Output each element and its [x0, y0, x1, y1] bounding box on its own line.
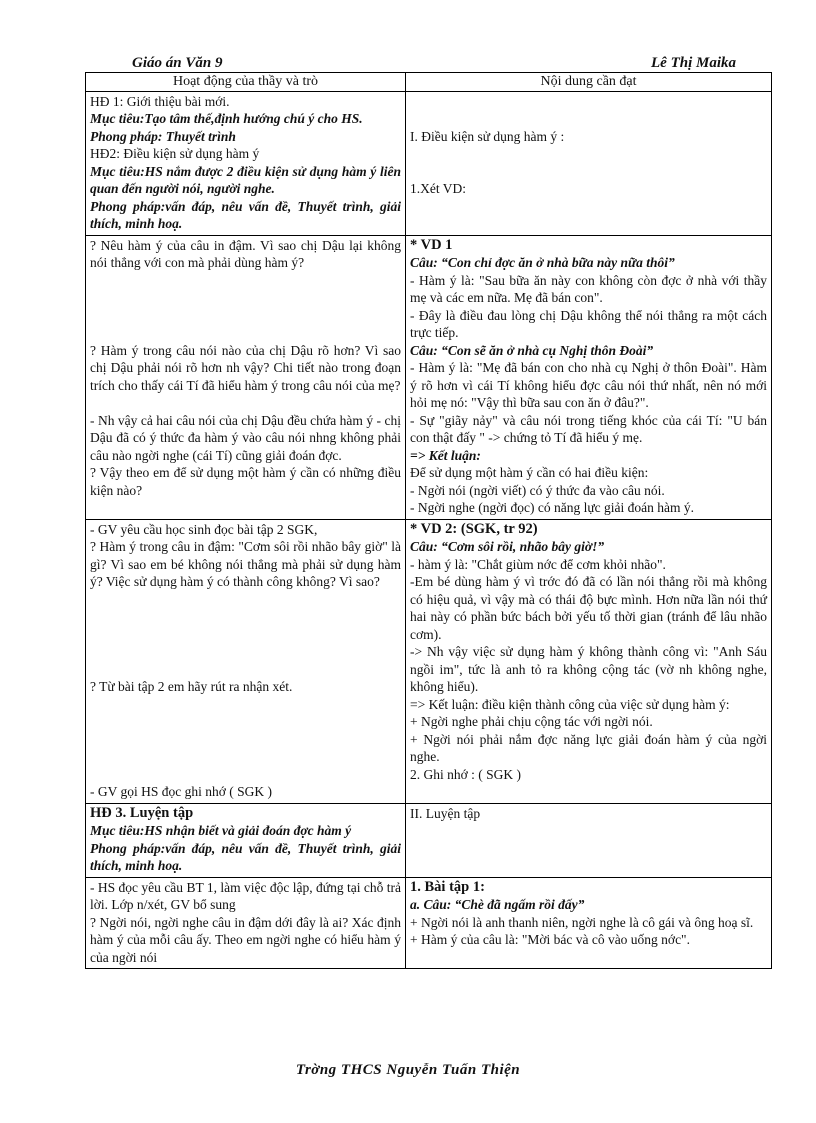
text-line: I. Điều kiện sử dụng hàm ý :: [410, 128, 565, 144]
text-line: HĐ 1: Giới thiệu bài mới.: [90, 93, 230, 109]
text-line: Mục tiêu:HS nắm được 2 điều kiện sử dụng hàm ý liên quan đến người nói, người nghe.: [90, 163, 401, 196]
text-line: - Ngời nghe (ngời đọc) có năng lực giải đoán hàm ý.: [410, 500, 695, 515]
text-line: HĐ 3. Luyện tập: [90, 804, 194, 821]
text-line: Câu: “Cơm sôi rồi, nhão bây giờ!”: [410, 539, 605, 554]
spacer: [90, 591, 401, 609]
content-cell: [406, 803, 772, 877]
text-line: - Nh vậy cả hai câu nói của chị Dậu đều chứa hàm ý - chị Dậu đã có ý thức đa hàm ý vào câu nói nhng không phải câu nào ngời nghe (cái Tí) cũng giải đoán đợc.: [90, 412, 401, 463]
text-line: 1. Bài tập 1:: [410, 878, 485, 895]
text-line: - GV gọi HS đọc ghi nhớ ( SGK ): [90, 784, 273, 799]
text-line: - hàm ý là: "Chắt giùm nớc để cơm khỏi nhão".: [410, 556, 666, 572]
text-line: Mục tiêu:Tạo tâm thế,định hướng chú ý cho HS.: [90, 111, 363, 126]
spacer: [90, 272, 401, 290]
spacer: [90, 731, 401, 749]
activity-cell: [86, 91, 406, 235]
table-header-row: [86, 73, 772, 92]
content-cell: [406, 519, 772, 803]
spacer: [90, 748, 401, 766]
spacer: [90, 696, 401, 714]
text-line: 1.Xét VD:: [410, 181, 466, 196]
text-line: - Đây là điều đau lòng chị Dậu không thể nói thẳng ra một cách trực tiếp.: [410, 307, 767, 340]
text-line: - Sự "giãy nảy" và câu nói trong tiếng khóc của cái Tí: "U bán con thật đấy " -> chứng tỏ Tí đã hiểu ý mẹ.: [410, 412, 767, 445]
text-line: Phong pháp:vấn đáp, nêu vấn đề, Thuyết trình, giải thích, minh hoạ.: [90, 198, 401, 231]
text-line: Câu: “Con sẽ ăn ở nhà cụ Nghị thôn Đoài”: [410, 342, 654, 358]
spacer: [90, 307, 401, 325]
text-line: Để sử dụng một hàm ý cần có hai điều kiện:: [410, 465, 649, 480]
text-line: ? Hàm ý trong câu in đậm: "Cơm sôi rồi nhão bây giờ" là gì? Vì sao em bé không nói thẳng mà phải sử dụng hàm ý? Việc sử dụng hàm ý có thành công không? Vì sao?: [90, 539, 401, 589]
spacer: [90, 324, 401, 342]
spacer: [90, 713, 401, 731]
text-line: + Ngời nói là anh thanh niên, ngời nghe là cô gái và ông hoạ sĩ.: [410, 914, 754, 930]
text-line: * VD 1: [410, 236, 453, 253]
spacer: [90, 643, 401, 661]
text-line: ? Nêu hàm ý của câu in đậm. Vì sao chị Dậu lại không nói thẳng với con mà phải dùng hàm ý?: [90, 237, 401, 270]
text-line: => Kết luận:: [410, 447, 481, 463]
header-subject: Giáo án Văn 9: [132, 55, 223, 71]
footer-school: Trờng THCS Nguyễn Tuấn Thiện: [295, 1062, 521, 1078]
text-line: Phong pháp:vấn đáp, nêu vấn đề, Thuyết trình, giải thích, minh hoạ.: [90, 840, 401, 873]
text-line: Mục tiêu:HS nhận biết và giải đoán đợc hàm ý: [90, 823, 352, 838]
content-cell: [406, 877, 772, 969]
table-row: [86, 803, 772, 877]
spacer: [90, 608, 401, 626]
spacer: [410, 93, 767, 111]
lesson-plan-table: [85, 72, 772, 969]
text-line: Câu: “Con chỉ đợc ăn ở nhà bữa này nữa thôi”: [410, 255, 675, 270]
text-line: - Hàm ý là: "Sau bữa ăn này con không còn đợc ở nhà với thầy mẹ và các em nữa. Mẹ đã bán con".: [410, 272, 767, 305]
activity-cell: [86, 519, 406, 803]
text-line: a. Câu: “Chè đã ngấm rồi đấy”: [410, 897, 585, 912]
table-row: [86, 91, 772, 235]
text-line: - Ngời nói (ngời viết) có ý thức đa vào câu nói.: [410, 482, 665, 498]
text-line: II. Luyện tập: [410, 805, 481, 821]
spacer: [90, 766, 401, 784]
content-cell: [406, 91, 772, 235]
activity-cell: [86, 803, 406, 877]
text-line: - GV yêu cầu học sinh đọc bài tập 2 SGK,: [90, 521, 318, 537]
header-author: Lê Thị Maika: [651, 55, 736, 71]
text-line: 2. Ghi nhớ : ( SGK ): [410, 766, 522, 782]
text-line: -> Nh vậy việc sử dụng hàm ý không thành công vì: "Anh Sáu ngồi im", tức là anh tỏ ra không cộng tác (vờ nh không nghe, không hiểu).: [410, 644, 767, 694]
text-line: + Hàm ý của câu là: "Mời bác và cô vào uống nớc".: [410, 932, 690, 947]
text-line: HĐ2: Điều kiện sử dụng hàm ý: [90, 146, 260, 161]
text-line: -Em bé dùng hàm ý vì trớc đó đã có lần nói thẳng rồi mà không có hiệu quả, vì vậy mà có thái độ bực mình. Hơn nữa lần nói thứ hai này có phần bức bách bởi yếu tố thời gian (tránh để lâu nhão cơm).: [410, 574, 767, 642]
spacer: [90, 661, 401, 679]
text-line: - Hàm ý là: "Mẹ đã bán con cho nhà cụ Nghị ở thôn Đoài". Hàm ý rõ hơn vì cái Tí không hiểu đợc câu nói thứ nhất, nên nó mới hỏi mẹ nó: "Vậy thì bữa sau con ăn ở đâu?".: [410, 360, 767, 410]
table-row: [86, 235, 772, 519]
spacer: [90, 289, 401, 307]
text-line: Phong pháp: Thuyết trình: [90, 128, 236, 144]
spacer: [410, 145, 767, 163]
text-line: * VD 2: (SGK, tr 92): [410, 520, 538, 537]
spacer: [90, 394, 401, 412]
spacer: [410, 163, 767, 181]
table-row: [86, 877, 772, 969]
spacer: [90, 626, 401, 644]
activity-cell: [86, 235, 406, 519]
text-line: ? Hàm ý trong câu nói nào của chị Dậu rõ hơn? Vì sao chị Dậu phải nói rõ hơn nh vậy? Chi tiết nào trong đoạn trích cho thấy cái Tí đã hiểu hàm ý trong câu nói của mẹ?: [90, 342, 401, 393]
column-header-activities: Hoạt động của thầy và trò: [86, 73, 406, 92]
content-cell: [406, 235, 772, 519]
text-line: + Ngời nghe phải chịu cộng tác với ngời nói.: [410, 714, 653, 729]
text-line: => Kết luận: điều kiện thành công của việc sử dụng hàm ý:: [410, 696, 730, 712]
text-line: - HS đọc yêu cầu BT 1, làm việc độc lập, đứng tại chỗ trả lời. Lớp n/xét, GV bổ sung: [90, 879, 401, 912]
text-line: ? Ngời nói, ngời nghe câu in đậm dới đây là ai? Xác định hàm ý của mỗi câu ấy. Theo em ngời nghe có hiểu hàm ý của ngời nói: [90, 914, 401, 965]
text-line: + Ngời nói phải nắm đợc năng lực giải đoán hàm ý của ngời nghe.: [410, 731, 767, 764]
table-row: [86, 519, 772, 803]
text-line: ? Vậy theo em để sử dụng một hàm ý cần có những điều kiện nào?: [90, 465, 401, 498]
column-header-content: Nội dung cần đạt: [406, 73, 772, 92]
activity-cell: [86, 877, 406, 969]
spacer: [410, 110, 767, 128]
text-line: ? Từ bài tập 2 em hãy rút ra nhận xét.: [90, 679, 293, 694]
